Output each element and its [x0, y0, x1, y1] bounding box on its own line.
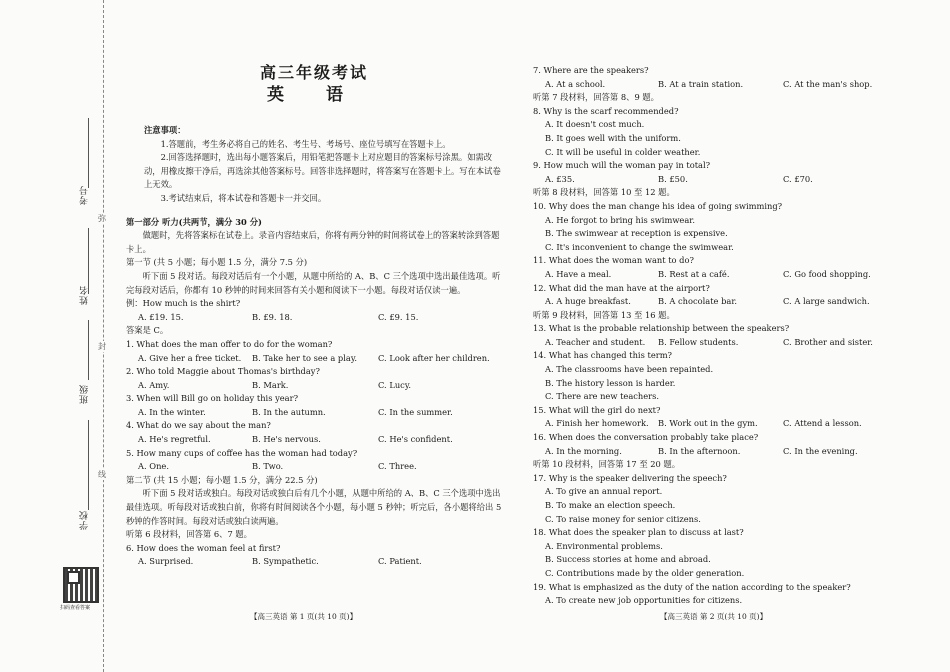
- question: 8. Why is the scarf recommended?: [533, 105, 679, 116]
- option: B. Mark.: [252, 379, 289, 390]
- qr-caption: 扫码查看答案: [60, 605, 91, 611]
- question: 14. What has changed this term?: [533, 350, 673, 361]
- option: A. To create new job opportunities for citizens.: [545, 595, 743, 606]
- option: C. £9. 15.: [378, 311, 419, 322]
- material-label: 听第 6 段材料，回答第 6、7 题。: [126, 529, 252, 540]
- option: B. Rest at a café.: [658, 268, 730, 279]
- question: 16. When does the conversation probably take place?: [533, 432, 759, 443]
- option: A. £35.: [545, 173, 575, 184]
- section1-heading: 第一节 (共 5 小题；每小题 1.5 分，满分 7.5 分): [126, 257, 308, 268]
- question: 18. What does the speaker plan to discuss at last?: [533, 527, 744, 538]
- example-options: [126, 311, 502, 325]
- note-item: 2.回答选择题时，选出每小题答案后，用铅笔把答题卡上对应题目的答案标号涂黑。如需改动，用橡皮擦干净后，再选涂其他答案标号。回答非选择题时，将答案写在答题卡上。写在本试卷上无效。: [144, 152, 501, 190]
- option: A. He's regretful.: [138, 434, 211, 445]
- option: A. £19. 15.: [138, 311, 184, 322]
- option: B. Sympathetic.: [252, 556, 319, 567]
- option: B. Two.: [252, 461, 284, 472]
- material-label: 听第 10 段材料，回答第 17 至 20 题。: [533, 459, 681, 470]
- question: 12. What did the man have at the airport?: [533, 282, 710, 293]
- example-answer: 答案是 C。: [126, 325, 169, 336]
- option: C. He's confident.: [378, 434, 453, 445]
- seal-mark-feng: 封: [98, 342, 106, 351]
- option: C. In the evening.: [783, 445, 858, 456]
- part1-heading: 第一部分 听力(共两节，满分 30 分): [126, 216, 262, 227]
- notes-heading: 注意事项：: [144, 125, 186, 135]
- option: C. Lucy.: [378, 379, 412, 390]
- option: A. In the morning.: [545, 445, 622, 456]
- question: 6. How does the woman feel at first?: [126, 542, 281, 553]
- left-column: [126, 0, 502, 569]
- option: B. In the autumn.: [252, 406, 326, 417]
- question: 15. What will the girl do next?: [533, 404, 661, 415]
- option: B. Fellow students.: [658, 336, 739, 347]
- option: C. There are new teachers.: [545, 391, 660, 402]
- option: A. It doesn't cost much.: [545, 119, 645, 130]
- option: A. The classrooms have been repainted.: [545, 364, 714, 375]
- option: B. Work out in the gym.: [658, 418, 758, 429]
- question: 3. When will Bill go on holiday this year?: [126, 393, 299, 404]
- option: B. The swimwear at reception is expensive.: [545, 228, 728, 239]
- option: B. In the afternoon.: [658, 445, 741, 456]
- option: A. Have a meal.: [545, 268, 612, 279]
- right-column: [533, 64, 878, 608]
- option: C. In the summer.: [378, 406, 453, 417]
- option: C. Go food shopping.: [783, 268, 871, 279]
- option: A. Teacher and student.: [545, 336, 646, 347]
- option: A. Finish her homework.: [545, 418, 649, 429]
- option: A. One.: [138, 461, 169, 472]
- option: B. £50.: [658, 173, 688, 184]
- label-class: 班级: [80, 384, 90, 404]
- option: C. It will be useful in colder weather.: [545, 146, 701, 157]
- seal-line: [103, 0, 104, 672]
- subject-title: 英 语: [267, 85, 361, 105]
- section1-intro: 听下面 5 段对话。每段对话后有一个小题，从题中所给的 A、B、C 三个选项中选出最佳选项。听完每段对话后，你都有 10 秒钟的时间来回答有关小题和阅读下一小题。每段对话仅读一遍。: [126, 270, 501, 295]
- option: A. In the winter.: [138, 406, 206, 417]
- option: C. To raise money for senior citizens.: [545, 513, 701, 524]
- option: A. A huge breakfast.: [545, 296, 631, 307]
- seal-mark-xian: 线: [98, 470, 106, 479]
- question: 11. What does the woman want to do?: [533, 255, 694, 266]
- option: C. Look after her children.: [378, 352, 490, 363]
- material-label: 听第 9 段材料，回答第 13 至 16 题。: [533, 309, 675, 320]
- binding-strip: [0, 0, 108, 672]
- option: B. To make an election speech.: [545, 500, 676, 510]
- option: C. A large sandwich.: [783, 296, 870, 307]
- option: C. Patient.: [378, 556, 422, 567]
- question: 19. What is emphasized as the duty of the nation according to the speaker?: [533, 581, 851, 592]
- option: A. To give an annual report.: [545, 486, 663, 497]
- footer-page-2: 【高三英语 第 2 页(共 10 页)】: [660, 612, 768, 621]
- exam-title: 高三年级考试: [259, 63, 368, 82]
- seal-mark-mi: 弥: [98, 214, 106, 223]
- option: B. It goes well with the uniform.: [545, 132, 681, 143]
- question: 9. How much will the woman pay in total?: [533, 160, 711, 171]
- option: C. Attend a lesson.: [783, 418, 862, 429]
- option: C. At the man's shop.: [783, 78, 873, 89]
- example-question: 例：How much is the shirt?: [126, 298, 241, 309]
- option: B. Success stories at home and abroad.: [545, 554, 711, 565]
- option: C. Contributions made by the older generation.: [545, 567, 745, 578]
- option: A. Surprised.: [138, 556, 194, 567]
- material-label: 听第 8 段材料，回答第 10 至 12 题。: [533, 187, 675, 198]
- option: C. £70.: [783, 173, 813, 184]
- option: A. At a school.: [545, 78, 606, 89]
- note-item: 1.答题前，考生务必将自己的姓名、考生号、考场号、座位号填写在答题卡上。: [160, 138, 451, 149]
- question: 17. Why is the speaker delivering the speech?: [533, 472, 727, 483]
- label-school: 学校: [80, 510, 90, 530]
- section2-intro: 听下面 5 段对话或独白。每段对话或独白后有几个小题，从题中所给的 A、B、C 三个选项中选出最佳选项。听每段对话或独白前，你将有时间阅读各个小题，每小题 5 秒钟；听完后，各小题将给出 5 秒钟的作答时间。每段对话或独白读两遍。: [126, 488, 502, 526]
- option: B. £9. 18.: [252, 311, 293, 322]
- question: 7. Where are the speakers?: [533, 65, 649, 75]
- option: A. Amy.: [138, 379, 170, 390]
- question: 10. Why does the man change his idea of going swimming?: [533, 200, 783, 211]
- option: A. Environmental problems.: [545, 540, 663, 551]
- option: A. Give her a free ticket.: [138, 352, 242, 363]
- question: 4. What do we say about the man?: [126, 420, 271, 431]
- note-item: 3.考试结束后，将本试卷和答题卡一并交回。: [160, 192, 327, 203]
- option: C. Brother and sister.: [783, 336, 873, 347]
- notes-list: [126, 138, 502, 206]
- question: 13. What is the probable relationship between the speakers?: [533, 323, 790, 334]
- part1-intro: 做题时，先将答案标在试卷上。录音内容结束后，你将有两分钟的时间将试卷上的答案转涂到答题卡上。: [126, 230, 500, 254]
- question: 5. How many cups of coffee has the woman had today?: [126, 447, 358, 458]
- qr-code[interactable]: [63, 567, 99, 603]
- footer-page-1: 【高三英语 第 1 页(共 10 页)】: [250, 612, 358, 621]
- option: B. He's nervous.: [252, 434, 321, 445]
- option: A. He forgot to bring his swimwear.: [545, 214, 695, 225]
- option: B. A chocolate bar.: [658, 296, 738, 307]
- option: B. The history lesson is harder.: [545, 377, 676, 388]
- option: B. Take her to see a play.: [252, 352, 358, 363]
- section2-heading: 第二节 (共 15 小题；每小题 1.5 分，满分 22.5 分): [126, 474, 318, 485]
- question: 2. Who told Maggie about Thomas's birthday?: [126, 366, 320, 377]
- option: C. It's inconvenient to change the swimwear.: [545, 241, 734, 252]
- label-name: 姓名: [80, 285, 90, 305]
- label-exam-number: 考号: [80, 185, 90, 205]
- question: 1. What does the man offer to do for the woman?: [126, 338, 333, 349]
- material-label: 听第 7 段材料，回答第 8、9 题。: [533, 92, 659, 103]
- option: C. Three.: [378, 461, 417, 472]
- option: B. At a train station.: [658, 78, 744, 89]
